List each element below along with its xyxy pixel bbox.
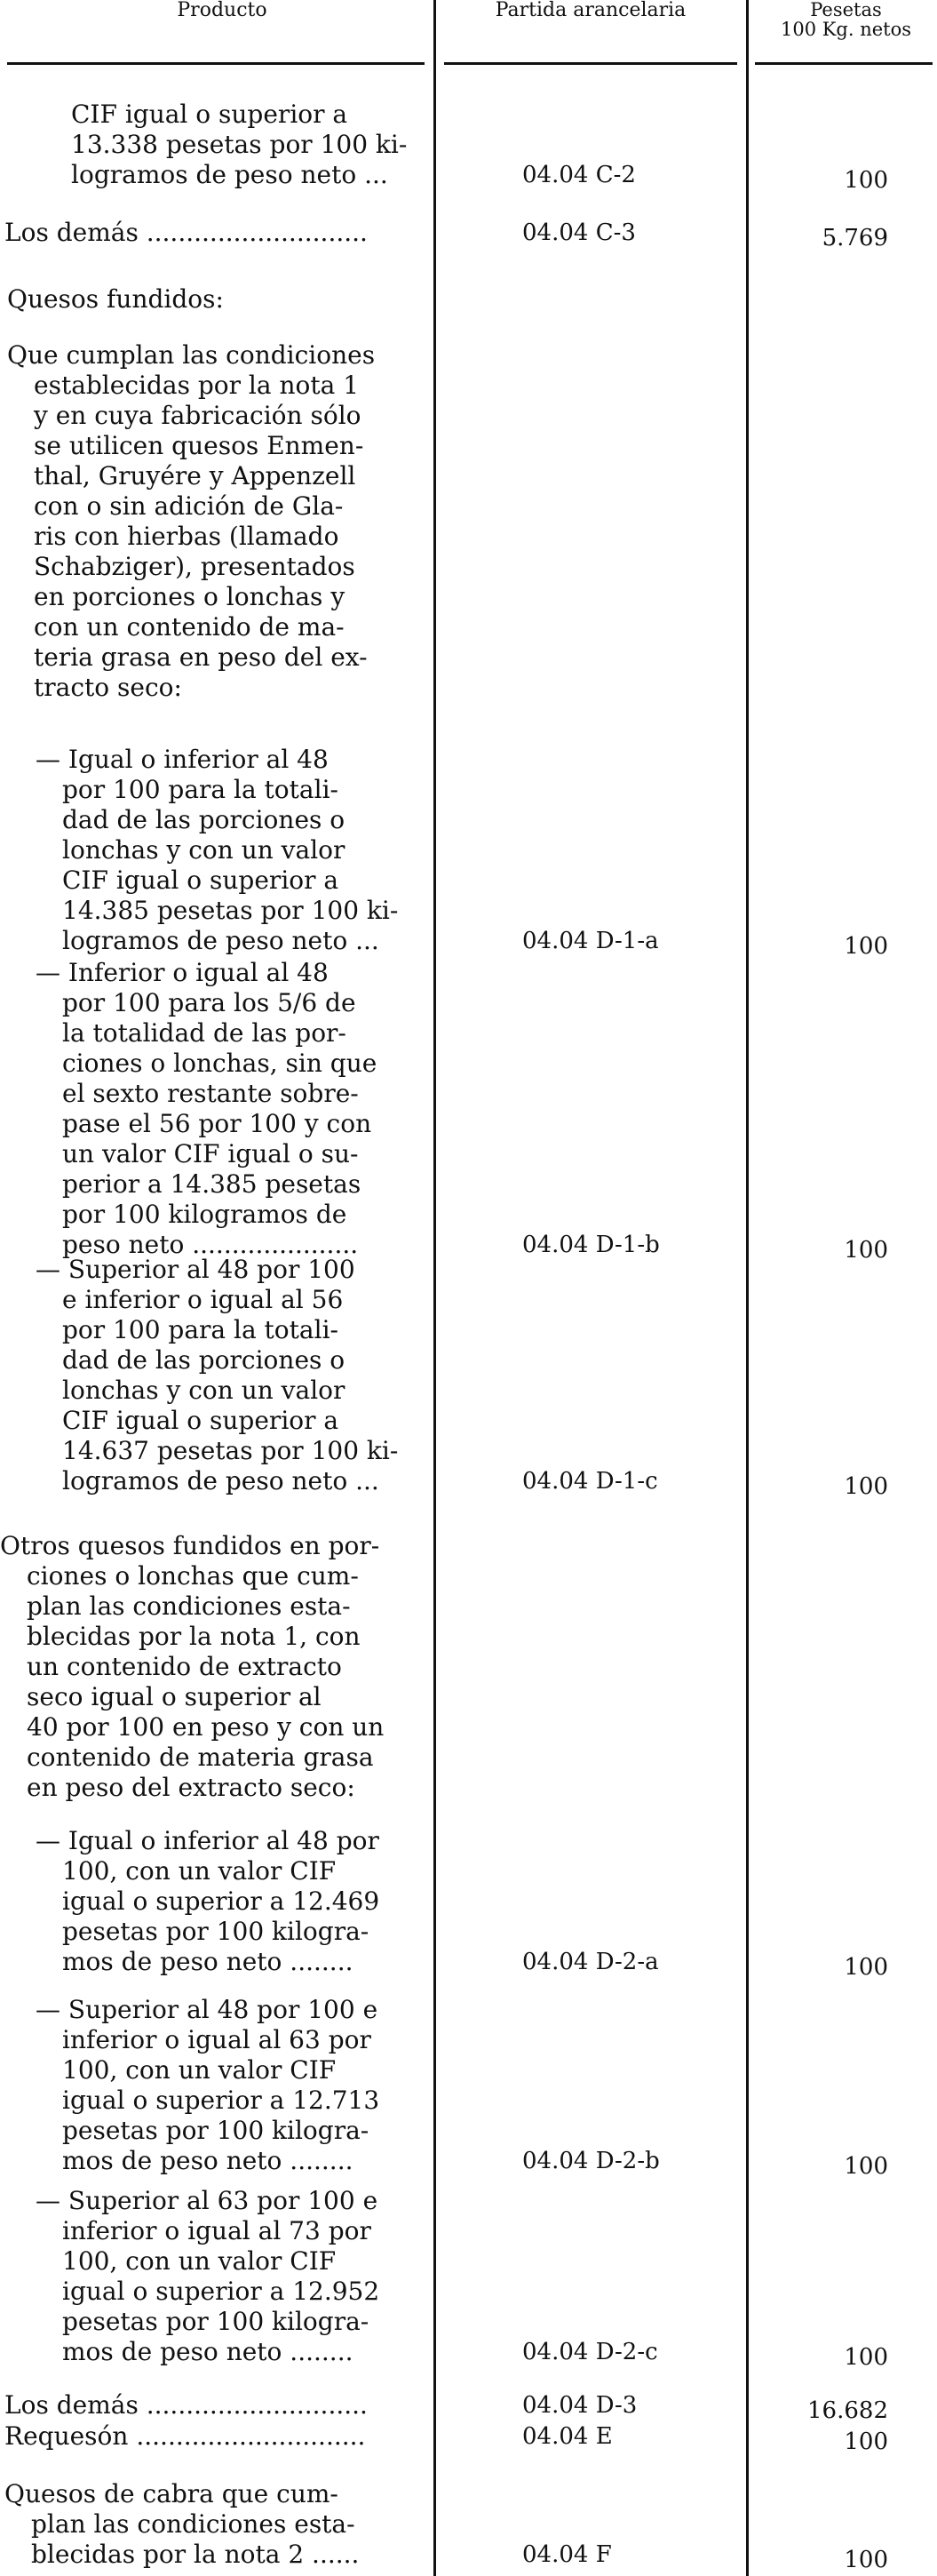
producto-line: CIF igual o superior a	[62, 1406, 339, 1435]
column-divider-2	[746, 0, 749, 2576]
partida-cell: 04.04 C-2	[522, 162, 636, 188]
partida-cell: 04.04 D-3	[522, 2392, 638, 2419]
producto-line: blecidas por la nota 2 ......	[31, 2540, 360, 2569]
producto-line: Requesón .............................	[4, 2421, 366, 2451]
pesetas-cell: 100	[844, 2428, 888, 2455]
partida-cell: 04.04 D-2-c	[522, 2339, 658, 2365]
producto-line: — Igual o inferior al 48	[36, 745, 329, 774]
producto-line: pase el 56 por 100 y con	[62, 1109, 372, 1138]
partida-cell: 04.04 D-2-b	[522, 2148, 660, 2174]
producto-line: mos de peso neto ........	[62, 2337, 353, 2366]
producto-line: el sexto restante sobre-	[62, 1079, 359, 1108]
producto-line: 13.338 pesetas por 100 ki-	[71, 130, 408, 159]
header-pesetas-line1: Pesetas	[810, 0, 882, 20]
pesetas-cell: 16.682	[807, 2397, 888, 2424]
producto-line: Que cumplan las condiciones	[7, 340, 376, 370]
header-pesetas-line2: 100 Kg. netos	[780, 19, 912, 40]
producto-text	[4, 2390, 425, 2420]
producto-line: tracto seco:	[34, 673, 182, 702]
producto-line: — Superior al 48 por 100 e	[36, 1995, 378, 2024]
producto-line: por 100 para la totali-	[62, 1315, 338, 1344]
producto-line: pesetas por 100 kilogra-	[62, 2116, 369, 2145]
producto-line: Schabziger), presentados	[34, 552, 355, 581]
producto-line: teria grasa en peso del ex-	[34, 642, 368, 672]
producto-line: por 100 para la totali-	[62, 775, 338, 804]
producto-line: plan las condiciones esta-	[31, 2509, 355, 2539]
producto-line: inferior o igual al 73 por	[62, 2216, 371, 2245]
producto-line: dad de las porciones o	[62, 1345, 345, 1375]
header-rule-partida	[444, 62, 737, 65]
producto-line: mos de peso neto ........	[62, 2146, 353, 2175]
producto-line: mos de peso neto ........	[62, 1947, 353, 1976]
producto-line: con o sin adición de Gla-	[34, 491, 344, 521]
pesetas-cell: 100	[844, 1237, 888, 1264]
partida-cell: 04.04 C-3	[522, 219, 636, 246]
producto-line: Quesos fundidos:	[7, 284, 224, 314]
producto-line: e inferior o igual al 56	[62, 1285, 344, 1314]
producto-line: dad de las porciones o	[62, 805, 345, 834]
pesetas-cell: 100	[844, 167, 888, 194]
partida-cell: 04.04 D-1-c	[522, 1468, 658, 1495]
partida-cell: 04.04 F	[522, 2541, 612, 2568]
partida-cell: 04.04 D-2-a	[522, 1949, 659, 1975]
pesetas-cell: 100	[844, 2153, 888, 2180]
partida-cell: 04.04 E	[522, 2423, 613, 2450]
producto-text	[36, 1826, 425, 1977]
producto-line: 100, con un valor CIF	[62, 1856, 337, 1886]
producto-line: peso neto .....................	[62, 1230, 359, 1259]
producto-line: 100, con un valor CIF	[62, 2055, 337, 2085]
producto-line: pesetas por 100 kilogra-	[62, 1917, 369, 1946]
producto-text	[4, 2421, 425, 2452]
producto-text	[36, 2186, 425, 2367]
producto-line: Los demás ............................	[4, 2390, 368, 2420]
producto-text	[36, 1995, 425, 2176]
producto-line: logramos de peso neto ...	[62, 1466, 379, 1495]
producto-line: ris con hierbas (llamado	[34, 522, 339, 551]
producto-line: lonchas y con un valor	[62, 835, 345, 865]
producto-line: por 100 kilogramos de	[62, 1200, 347, 1229]
header-rule-producto	[7, 62, 425, 65]
pesetas-cell: 100	[844, 2547, 888, 2573]
producto-text	[71, 100, 425, 190]
header-rule-pesetas	[755, 62, 933, 65]
producto-line: y en cuya fabricación sólo	[34, 401, 361, 430]
producto-line: un valor CIF igual o su-	[62, 1139, 359, 1168]
producto-line: ciones o lonchas que cum-	[27, 1561, 359, 1591]
producto-line: establecidas por la nota 1	[34, 371, 360, 400]
producto-line: — Superior al 48 por 100	[36, 1255, 355, 1284]
producto-line: igual o superior a 12.952	[62, 2277, 380, 2306]
header-partida: Partida arancelaria	[495, 0, 687, 21]
producto-text	[36, 1255, 425, 1496]
producto-line: igual o superior a 12.713	[62, 2086, 380, 2115]
producto-line: thal, Gruyére y Appenzell	[34, 461, 356, 490]
producto-line: Quesos de cabra que cum-	[4, 2479, 338, 2508]
producto-text	[36, 958, 425, 1260]
pesetas-cell: 100	[844, 1954, 888, 1981]
producto-line: logramos de peso neto ...	[62, 926, 379, 955]
pesetas-cell: 100	[844, 933, 888, 960]
producto-line: ciones o lonchas, sin que	[62, 1049, 377, 1078]
producto-line: 14.637 pesetas por 100 ki-	[62, 1436, 399, 1465]
pesetas-cell: 5.769	[822, 225, 888, 251]
producto-text	[7, 284, 425, 315]
producto-line: — Igual o inferior al 48 por	[36, 1826, 379, 1855]
producto-line: igual o superior a 12.469	[62, 1886, 380, 1916]
producto-line: en porciones o lonchas y	[34, 582, 345, 611]
producto-line: CIF igual o superior a	[71, 100, 348, 129]
producto-line: en peso del extracto seco:	[27, 1773, 355, 1802]
column-divider-1	[433, 0, 436, 2576]
producto-line: Otros quesos fundidos en por-	[0, 1531, 380, 1560]
partida-cell: 04.04 D-1-b	[522, 1232, 660, 1258]
partida-cell: 04.04 D-1-a	[522, 928, 659, 954]
producto-line: logramos de peso neto ...	[71, 160, 388, 189]
pesetas-cell: 100	[844, 1473, 888, 1500]
producto-line: CIF igual o superior a	[62, 865, 339, 895]
producto-line: con un contenido de ma-	[34, 612, 345, 642]
producto-text	[4, 2479, 425, 2570]
producto-line: lonchas y con un valor	[62, 1376, 345, 1405]
pesetas-cell: 100	[844, 2344, 888, 2371]
producto-line: perior a 14.385 pesetas	[62, 1169, 361, 1199]
producto-text	[36, 745, 425, 956]
producto-line: blecidas por la nota 1, con	[27, 1622, 361, 1651]
producto-line: la totalidad de las por-	[62, 1018, 346, 1048]
producto-line: plan las condiciones esta-	[27, 1591, 351, 1621]
producto-line: 14.385 pesetas por 100 ki-	[62, 896, 399, 925]
producto-line: contenido de materia grasa	[27, 1743, 374, 1772]
producto-line: pesetas por 100 kilogra-	[62, 2307, 369, 2336]
producto-line: un contenido de extracto	[27, 1652, 342, 1681]
producto-line: 100, con un valor CIF	[62, 2246, 337, 2276]
producto-line: seco igual o superior al	[27, 1682, 322, 1711]
producto-line: — Superior al 63 por 100 e	[36, 2186, 378, 2215]
producto-line: 40 por 100 en peso y con un	[27, 1712, 385, 1742]
producto-line: por 100 para los 5/6 de	[62, 988, 356, 1017]
header-producto: Producto	[177, 0, 267, 21]
producto-text	[7, 340, 425, 703]
producto-line: Los demás ............................	[4, 218, 368, 247]
producto-line: se utilicen quesos Enmen-	[34, 431, 364, 460]
producto-text	[4, 218, 425, 248]
producto-line: inferior o igual al 63 por	[62, 2025, 371, 2054]
producto-line: — Inferior o igual al 48	[36, 958, 329, 987]
producto-text	[0, 1531, 425, 1803]
